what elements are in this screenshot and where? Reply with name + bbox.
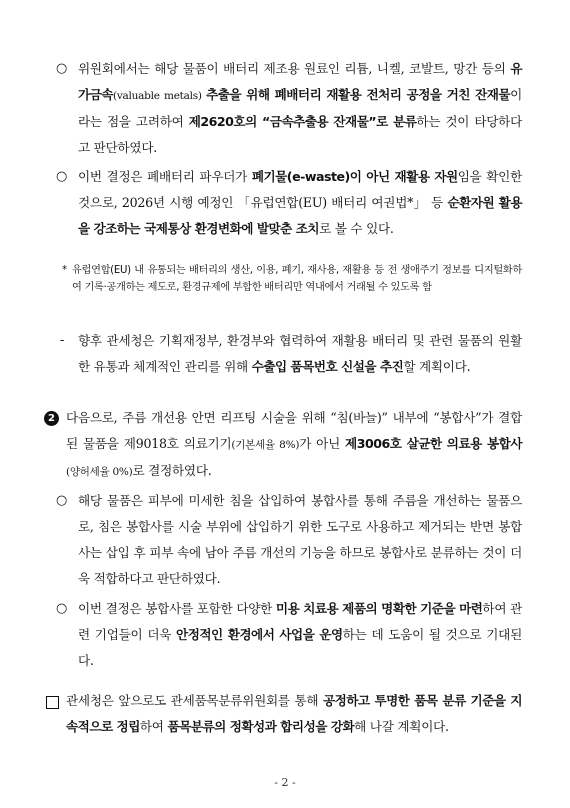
bold-span: 추출을 위해 폐배터리 재활용 전처리 공정을 거친 잔재물 (206, 87, 511, 102)
text-span: 하는 데 도움이 될 것으로 기대된다. (78, 627, 523, 668)
paragraph-recycling-resource (78, 164, 522, 242)
bold-span: 유가금속 (78, 61, 522, 102)
paragraph-customs-plan (78, 328, 522, 380)
checkbox-square-marker (46, 696, 59, 709)
paragraph-cosmetic-standard (78, 596, 522, 674)
text-span: 로 결정하였다. (132, 463, 212, 478)
dash-marker: - (60, 333, 65, 348)
text-span: 하는 것이 타당하다고 판단하였다. (78, 114, 522, 155)
footnote-marker: * (62, 265, 67, 276)
paragraph-battery-powder-classification (78, 56, 522, 161)
text-span: 이라는 점을 고려하여 (78, 87, 522, 129)
bold-span: 제2620호의 “금속추출용 잔재물”로 분류 (188, 114, 417, 129)
bullet-circle-marker: ○ (56, 601, 68, 616)
bullet-circle-marker: ○ (56, 169, 68, 184)
footnote-battery-passport: 유럽연합(EU) 내 유통되는 배터리의 생산, 이용, 폐기, 재사용, 재활용 등 전 생애주기 정보를 디지털화하여 기록·공개하는 제도로, 환경규제에 부합한 배터리만 역내에서 거래될 수 있도록 함 (72, 265, 522, 293)
text-span: 가 아닌 (299, 436, 346, 451)
text-span: (기본세율 8%) (231, 439, 300, 451)
bold-span: 제3006호 살균한 의료용 봉합사 (345, 436, 522, 451)
text-span: 위원회에서는 해당 물품이 배터리 제조용 원료인 리튬, 니켈, 코발트, 망간 등의 (78, 61, 511, 76)
text-span: 이번 결정은 폐배터리 파우더가 (78, 169, 252, 184)
bullet-circle-marker: ○ (56, 61, 68, 76)
text-span: (valuable metals) (113, 90, 207, 102)
text-span: 다음으로, 주름 개선용 안면 리프팅 시술을 위해 “침(바늘)” 내부에 “봉합사”가 결합된 물품을 제9018호 의료기기 (66, 410, 522, 451)
text-span: 임을 확인한 것으로, 2026년 시행 예정인 「유럽연합(EU) 배터리 여권법*」 등 (78, 169, 522, 210)
text-span: 관세청은 앞으로도 관세품목분류위원회를 통해 (66, 693, 323, 708)
numbered-circle-marker: 2 (44, 411, 59, 426)
text-span: 향후 관세청은 기획재정부, 환경부와 협력하여 재활용 배터리 및 관련 물품의 원활한 유통과 체계적인 관리를 위해 (78, 333, 522, 374)
text-span: 로 볼 수 있다. (319, 221, 394, 236)
text-span: (양허세율 0%) (66, 466, 133, 478)
bullet-circle-marker: ○ (56, 493, 68, 508)
bold-span: 미용 치료용 제품의 명확한 기준을 마련 (275, 601, 483, 616)
paragraph-suture-classification (66, 405, 522, 485)
paragraph-suture-reasoning: 해당 물품은 피부에 미세한 침을 삽입하여 봉합사를 통해 주름을 개선하는 물품으로, 침은 봉합사를 시술 부위에 삽입하기 위한 도구로 사용하고 제거되는 반면 봉합사는 삽입 후 피부 속에 남아 주름 개선의 기능을 하므로 봉합사로 분류하는 것이 더욱 적합하다고 판단하였다. (78, 493, 522, 586)
bold-span: 수출입 품목번호 신설을 추진 (251, 359, 404, 374)
text-span: 하여 (139, 719, 168, 734)
paragraph-future-plan (66, 688, 522, 740)
text-span: 하여 관련 기업들이 더욱 (78, 601, 523, 642)
page-number: - 2 - (274, 776, 296, 789)
bold-span: 안정적인 환경에서 사업을 운영 (176, 627, 343, 642)
bold-span: 순환자원 활용을 강조하는 국제통상 환경변화에 발맞춘 조치 (78, 195, 522, 236)
text-span: 해 나갈 계획이다. (354, 719, 449, 734)
bold-span: 품목분류의 정확성과 합리성을 강화 (167, 719, 355, 734)
text-span: 할 계획이다. (403, 359, 471, 374)
bold-span: 폐기물(e-waste)이 아닌 재활용 자원 (251, 169, 458, 184)
text-span: 이번 결정은 봉합사를 포함한 다양한 (78, 601, 276, 616)
bold-span: 공정하고 투명한 품목 분류 기준을 지속적으로 정립 (66, 693, 522, 734)
